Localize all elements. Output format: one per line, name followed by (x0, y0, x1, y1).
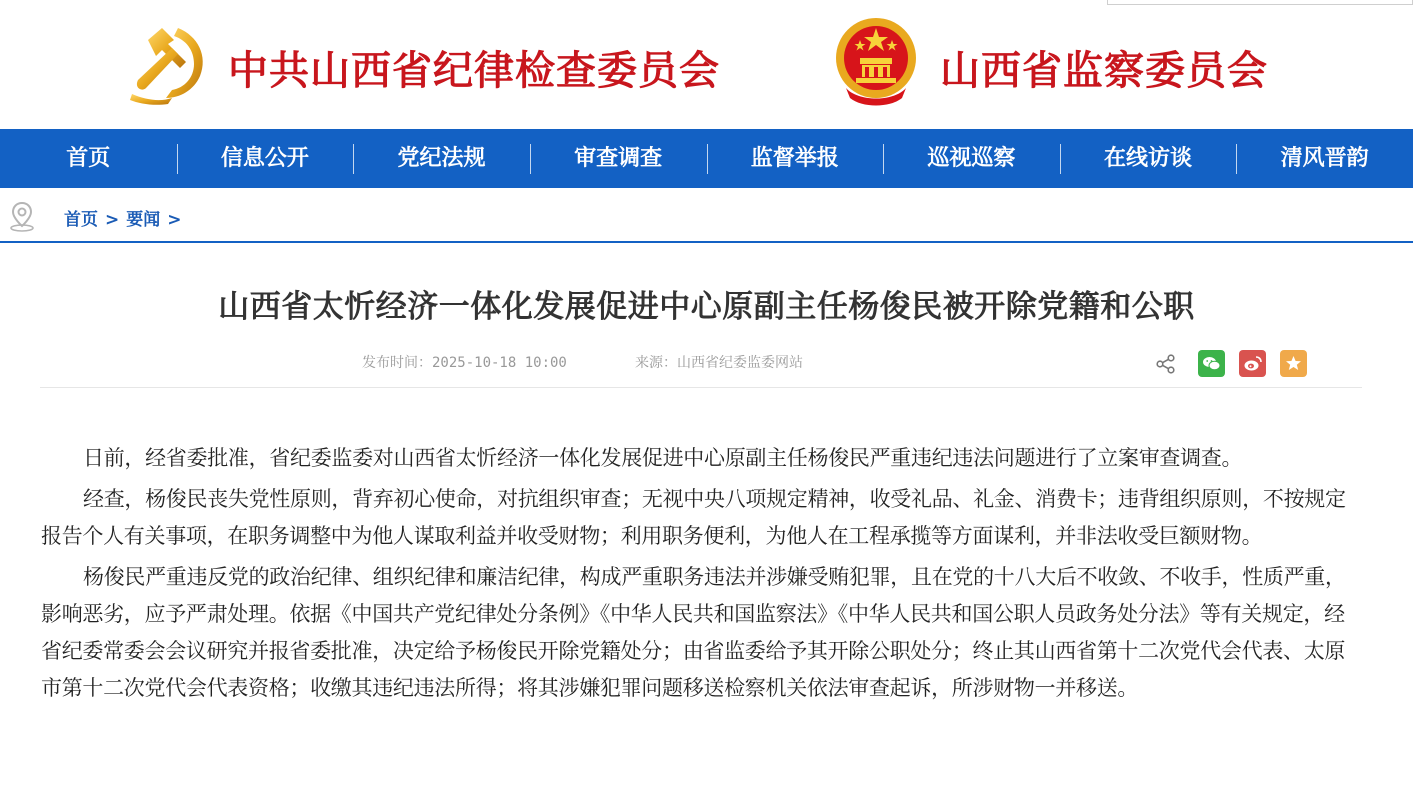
weibo-share-button[interactable] (1239, 350, 1266, 377)
top-search-box[interactable] (1107, 0, 1413, 5)
nav-item-qingfeng[interactable]: 清风晋韵 (1236, 129, 1413, 188)
wechat-icon (1198, 350, 1225, 377)
publish-time (362, 352, 567, 372)
favorite-star-icon (1280, 350, 1307, 377)
meta-divider (40, 387, 1362, 388)
breadcrumb-home[interactable]: 首页 (64, 210, 98, 230)
breadcrumb-news[interactable]: 要闻 (126, 210, 161, 230)
party-emblem-icon (128, 22, 210, 106)
weibo-icon (1239, 350, 1266, 377)
publish-time-value: 2025-10-18 10:00 (432, 355, 567, 371)
article-paragraph: 日前，经省委批准，省纪委监委对山西省太忻经济一体化发展促进中心原副主任杨俊民严重违纪违法问题进行了立案审查调查。 (83, 446, 1243, 470)
share-icon[interactable] (1155, 353, 1177, 375)
article-paragraph: 经查，杨俊民丧失党性原则，背弃初心使命，对抗组织审查；无视中央八项规定精神，收受礼品、礼金、消费卡；违背组织原则，不按规定报告个人有关事项，在职务调整中为他人谋取利益并收受财物；利用职务便利，为他人在工程承揽等方面谋利，并非法收受巨额财物。 (41, 487, 1346, 548)
site-title-supervision: 山西省监察委员会 (940, 47, 1268, 94)
publish-time-label: 发布时间： (362, 355, 432, 371)
nav-item-inspection[interactable]: 巡视巡察 (883, 129, 1060, 188)
nav-item-home[interactable]: 首页 (66, 146, 111, 171)
main-nav (0, 129, 1413, 188)
location-pin-icon (8, 200, 36, 232)
article-source (635, 352, 803, 372)
favorite-button[interactable] (1280, 350, 1307, 377)
source-label: 来源： (635, 355, 677, 371)
breadcrumb-separator: > (167, 210, 182, 230)
article-body (41, 440, 1361, 711)
nav-item-report[interactable]: 监督举报 (707, 129, 884, 188)
source-value: 山西省纪委监委网站 (677, 355, 803, 371)
breadcrumb-separator: > (105, 210, 120, 230)
nav-item-investigation[interactable]: 审查调查 (530, 129, 707, 188)
site-title-commission: 中共山西省纪律检查委员会 (228, 47, 720, 94)
article-paragraph: 杨俊民严重违反党的政治纪律、组织纪律和廉洁纪律，构成严重职务违法并涉嫌受贿犯罪，且在党的十八大后不收敛、不收手，性质严重，影响恶劣，应予严肃处理。依据《中国共产党纪律处分条例》《中华人民共和国监察法》《中华人民共和国公职人员政务处分法》等有关规定，经省纪委常委会会议研究并报省委批准，决定给予杨俊民开除党籍处分；由省监委给予其开除公职处分；终止其山西省第十二次党代会代表、太原市第十二次党代会代表资格；收缴其违纪违法所得；将其涉嫌犯罪问题移送检察机关依法审查起诉，所涉财物一并移送。 (41, 565, 1346, 700)
national-emblem-icon (834, 14, 918, 108)
nav-item-online-interview[interactable]: 在线访谈 (1060, 129, 1237, 188)
breadcrumb-trail (64, 205, 189, 230)
site-header (0, 0, 1413, 129)
nav-item-info-disclosure[interactable]: 信息公开 (177, 129, 354, 188)
wechat-share-button[interactable] (1198, 350, 1225, 377)
nav-item-regulations[interactable]: 党纪法规 (353, 129, 530, 188)
article-title: 山西省太忻经济一体化发展促进中心原副主任杨俊民被开除党籍和公职 (218, 289, 1195, 325)
breadcrumb (0, 188, 1413, 243)
